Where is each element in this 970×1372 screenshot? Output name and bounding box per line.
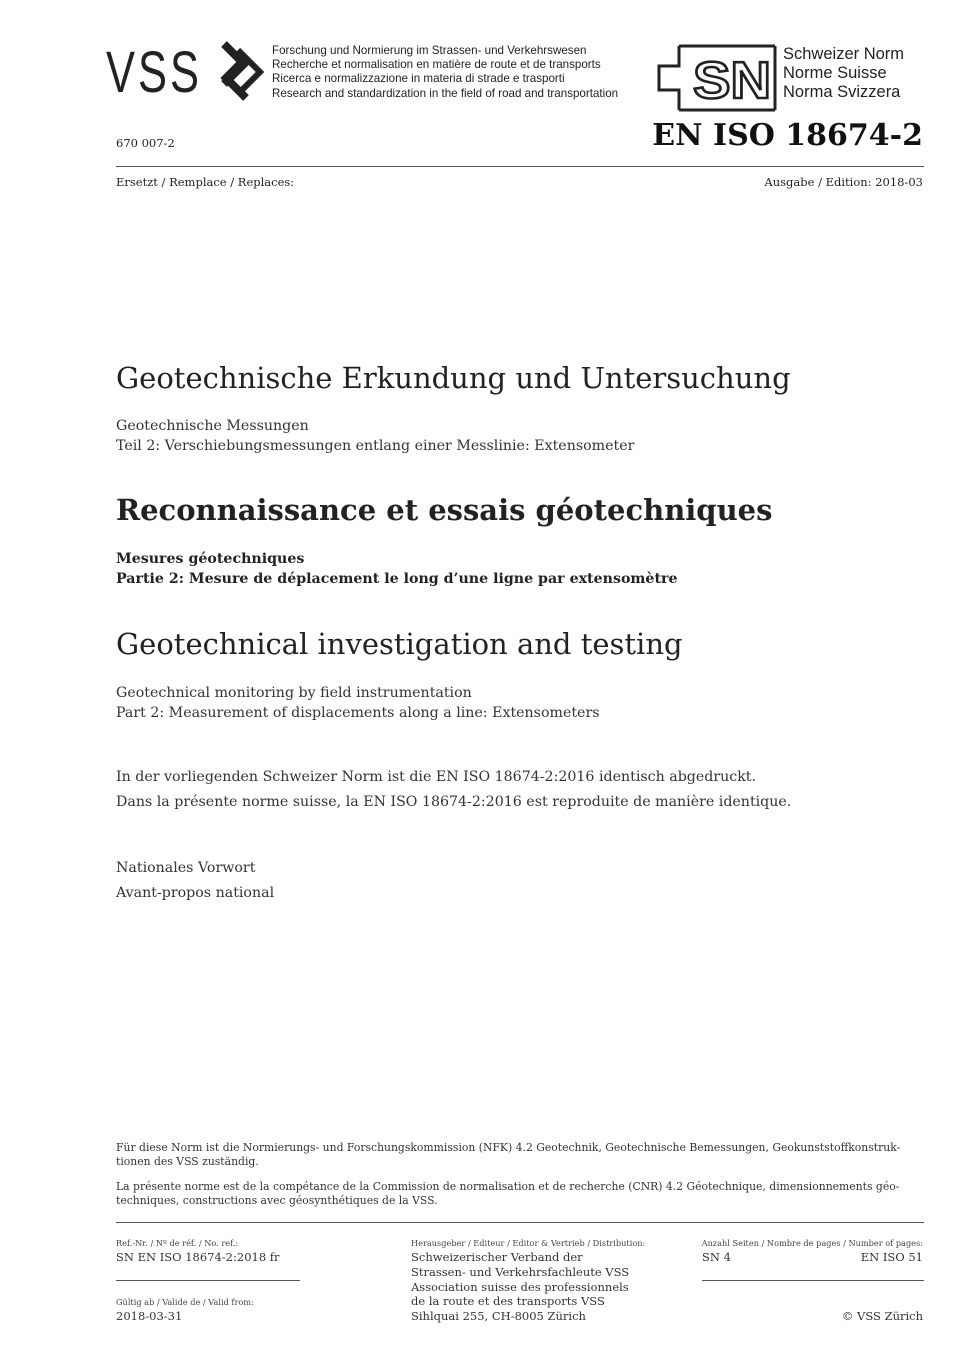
responsibility-de [116,1141,924,1168]
publisher-address [411,1250,629,1324]
standard-title: EN ISO 18674-2 [652,118,923,153]
vss-tagline-it: Ricerca e normalizzazione in materia di strade e trasporti [272,72,565,86]
subtitle-en [116,683,600,723]
sn-name-it: Norma Svizzera [783,83,901,101]
pages-divider [702,1280,924,1281]
replaces-label: Ersetzt / Remplace / Replaces: [116,175,295,189]
identity-statement-de: In der vorliegenden Schweizer Norm ist die EN ISO 18674-2:2016 identisch abgedruckt. [116,769,757,785]
subtitle-de [116,416,634,456]
ref-label: Ref.-Nr. / Nº de réf. / No. ref.: [116,1238,239,1248]
subtitle-fr-line1: Mesures géotechniques [116,551,305,567]
responsibility-fr-line2: techniques, constructions avec géosynthétiques de la VSS. [116,1193,438,1207]
doc-number: 670 007-2 [116,136,175,150]
responsibility-fr [116,1180,924,1207]
pages-en-count: EN ISO 51 [860,1250,923,1264]
publisher-line: Sihlquai 255, CH-8005 Zürich [411,1309,586,1324]
vss-logo-text: VSS [106,40,202,102]
subtitle-fr-line2: Partie 2: Mesure de déplacement le long d’une ligne par extensomètre [116,570,678,587]
sn-name-de: Schweizer Norm [783,45,905,63]
vss-tagline-fr: Recherche et normalisation en matière de route et de transports [272,58,601,72]
sn-logo-text: SN [693,52,771,110]
valid-from-value: 2018-03-31 [116,1309,183,1323]
identity-statement-fr: Dans la présente norme suisse, la EN ISO 18674-2:2016 est reproduite de manière identique. [116,794,792,810]
ref-divider [116,1280,300,1281]
ref-value: SN EN ISO 18674-2:2018 fr [116,1250,280,1264]
header-divider [116,166,924,167]
national-foreword [116,856,274,906]
footer-divider [116,1222,924,1223]
subtitle-fr [116,550,678,589]
publisher-line: Strassen- und Verkehrsfachleute VSS [411,1264,630,1279]
title-de: Geotechnische Erkundung und Untersuchung [116,361,791,395]
vss-tagline [272,44,618,101]
edition-label: Ausgabe / Edition: 2018-03 [764,175,923,189]
title-fr: Reconnaissance et essais géotechniques [116,493,773,527]
valid-from-label: Gültig ab / Valide de / Valid from: [116,1297,254,1307]
subtitle-en-line1: Geotechnical monitoring by field instrumentation [116,685,472,701]
subtitle-en-line2: Part 2: Measurement of displacements along a line: Extensometers [116,705,600,721]
vss-tagline-en: Research and standardization in the field of road and transportation [272,86,619,100]
responsibility-fr-line1: La présente norme est de la compétance de la Commission de normalisation et de recherche (CNR) 4.2 Géotechnique, dimensionnements géo- [116,1180,900,1193]
title-en: Geotechnical investigation and testing [116,627,683,661]
sn-names [783,45,904,102]
sn-name-fr: Norme Suisse [783,64,887,82]
national-foreword-de: Nationales Vorwort [116,860,256,876]
copyright: © VSS Zürich [841,1309,923,1323]
vss-tagline-de: Forschung und Normierung im Strassen- und Verkehrswesen [272,44,587,57]
sn-logo [657,43,777,113]
subtitle-de-line2: Teil 2: Verschiebungsmessungen entlang einer Messlinie: Extensometer [116,438,635,454]
publisher-line: Schweizerischer Verband der [411,1250,583,1264]
publisher-line: Association suisse des professionnels [411,1279,629,1294]
pages-sn-count: SN 4 [702,1250,731,1264]
pages-label: Anzahl Seiten / Nombre de pages / Number of pages: [701,1238,923,1248]
identity-statement [116,765,791,815]
responsibility-de-line2: tionen des VSS zuständig. [116,1154,259,1168]
responsibility-de-line1: Für diese Norm ist die Normierungs- und Forschungskommission (NFK) 4.2 Geotechnik, Geotechnische Bemessungen, Geokunststoffkonstruk- [116,1141,901,1154]
national-foreword-fr: Avant-propos national [116,885,275,901]
publisher-line: de la route et des transports VSS [411,1294,605,1309]
vss-logo [106,40,266,102]
subtitle-de-line1: Geotechnische Messungen [116,418,309,434]
publisher-label: Herausgeber / Editeur / Editor & Vertrieb / Distribution: [411,1238,646,1248]
